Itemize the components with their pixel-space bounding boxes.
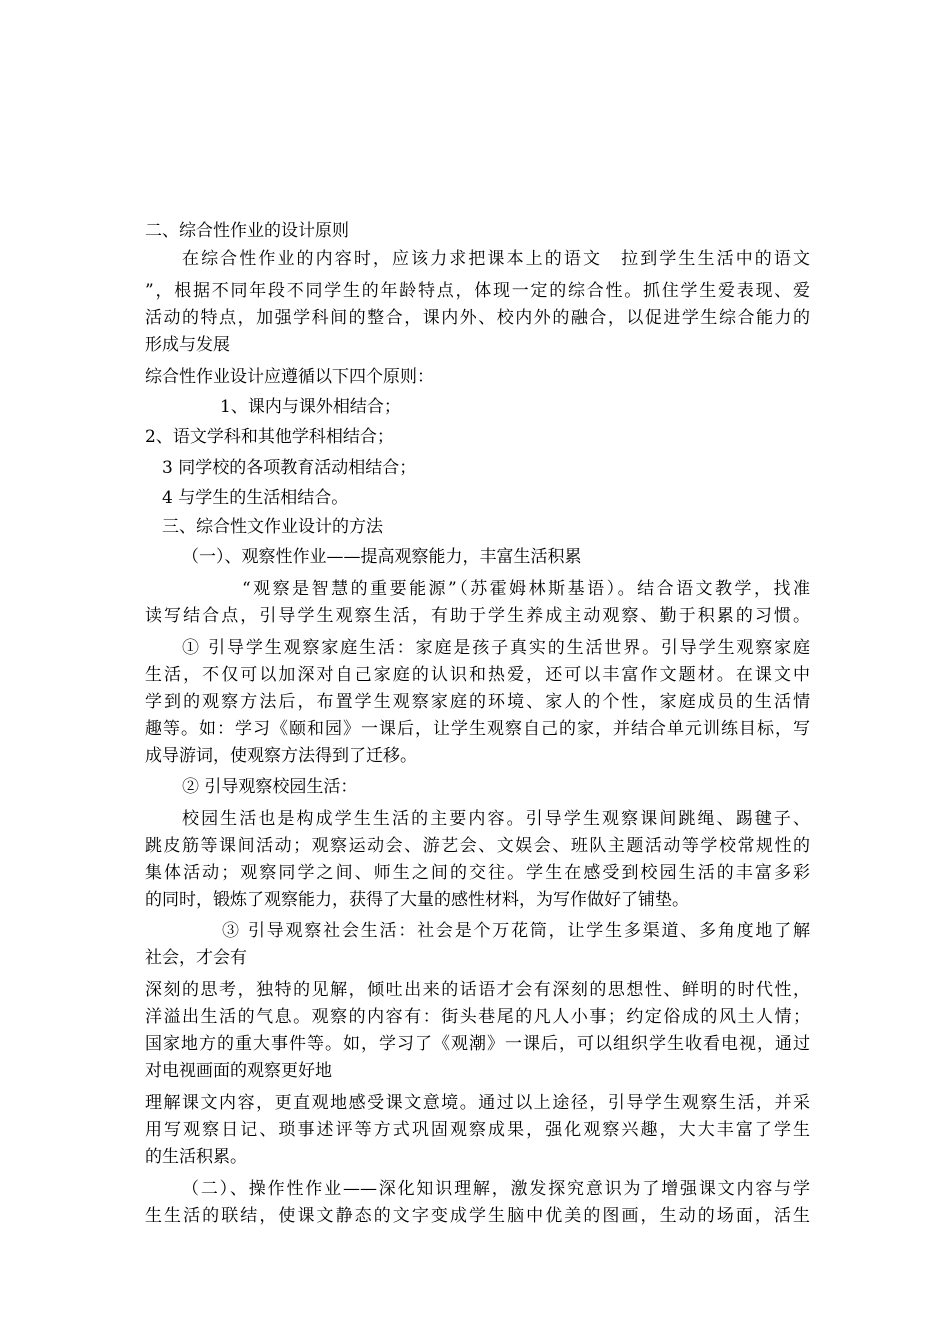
item-3-continuation-line: 国家地方的重大事件等。如，学习了《观潮》一课后，可以组织学生收看电视，通过 xyxy=(145,1034,810,1054)
sub-heading-2-line: 生生活的联结，使课文静态的文字变成学生脑中优美的图画，生动的场面，活生 xyxy=(145,1206,810,1226)
item-3-continuation-line: 对电视画面的观察更好地 xyxy=(145,1061,332,1081)
item-1-line: ① 引导学生观察家庭生活：家庭是孩子真实的生活世界。引导学生观察家庭 xyxy=(182,638,810,658)
section-heading-2: 二、综合性作业的设计原则 xyxy=(145,221,349,241)
principle-item: 3 同学校的各项教育活动相结合； xyxy=(162,458,417,478)
item-1-line: 成导游词，使观察方法得到了迁移。 xyxy=(145,746,417,766)
sub-heading-2-line: （二）、操作性作业——深化知识理解，激发探究意识为了增强课文内容与学 xyxy=(182,1179,810,1199)
item-2-line: 跳皮筋等课间活动；观察运动会、游艺会、文娱会、班队主题活动等学校常规性的 xyxy=(145,836,810,856)
item-1-line: 趣等。如：学习《颐和园》一课后，让学生观察自己的家，并结合单元训练目标，写 xyxy=(145,719,810,739)
item-3-continuation-line: 理解课文内容，更直观地感受课文意境。通过以上途径，引导学生观察生活，并采 xyxy=(145,1093,810,1113)
section-heading-3: 三、综合性文作业设计的方法 xyxy=(162,517,383,537)
principles-intro: 综合性作业设计应遵循以下四个原则： xyxy=(145,367,434,387)
principle-item: 2、语文学科和其他学科相结合； xyxy=(145,427,394,447)
item-3-continuation-line: 用写观察日记、琐事述评等方式巩固观察成果，强化观察兴趣，大大丰富了学生 xyxy=(145,1120,810,1140)
item-2-line: 的同时，锻炼了观察能力，获得了大量的感性材料，为写作做好了铺垫。 xyxy=(145,890,689,910)
quote-paragraph-line: “观察是智慧的重要能源”（苏霍姆林斯基语）。结合语文教学，找准 xyxy=(242,579,810,599)
intro-paragraph-line: 活动的特点，加强学科间的整合，课内外、校内外的融合，以促进学生综合能力的 xyxy=(145,308,810,328)
item-3-line: ③ 引导观察社会生活：社会是个万花筒，让学生多渠道、多角度地了解 xyxy=(222,921,810,941)
item-3-continuation-line: 洋溢出生活的气息。观察的内容有：街头巷尾的凡人小事；约定俗成的风土人情； xyxy=(145,1007,810,1027)
sub-heading-1: （一）、观察性作业——提高观察能力，丰富生活积累 xyxy=(182,547,582,567)
item-1-line: 生活，不仅可以加深对自己家庭的认识和热爱，还可以丰富作文题材。在课文中 xyxy=(145,665,810,685)
intro-paragraph-line: 形成与发展 xyxy=(145,335,230,355)
item-1-line: 学到的观察方法后，布置学生观察家庭的环境、家人的个性，家庭成员的生活情 xyxy=(145,692,810,712)
principle-item: 1、课内与课外相结合； xyxy=(220,397,401,417)
intro-paragraph-line: 在综合性作业的内容时，应该力求把课本上的语文 拉到学生生活中的语文 xyxy=(182,249,810,269)
item-3-line: 社会，才会有 xyxy=(145,948,247,968)
item-3-continuation-line: 深刻的思考，独特的见解，倾吐出来的话语才会有深刻的思想性、鲜明的时代性， xyxy=(145,980,810,1000)
quote-paragraph-line: 读写结合点，引导学生观察生活，有助于学生养成主动观察、勤于积累的习惯。 xyxy=(145,606,810,626)
intro-paragraph-line: ”，根据不同年段不同学生的年龄特点，体现一定的综合性。抓住学生爱表现、爱 xyxy=(145,281,810,301)
item-2-line: 集体活动；观察同学之间、师生之间的交往。学生在感受到校园生活的丰富多彩 xyxy=(145,863,810,883)
principle-item: 4 与学生的生活相结合。 xyxy=(162,488,349,508)
item-2-line: 校园生活也是构成学生生活的主要内容。引导学生观察课间跳绳、踢毽子、 xyxy=(182,809,810,829)
item-2-title: ② 引导观察校园生活： xyxy=(182,777,358,797)
item-3-continuation-line: 的生活积累。 xyxy=(145,1147,247,1167)
